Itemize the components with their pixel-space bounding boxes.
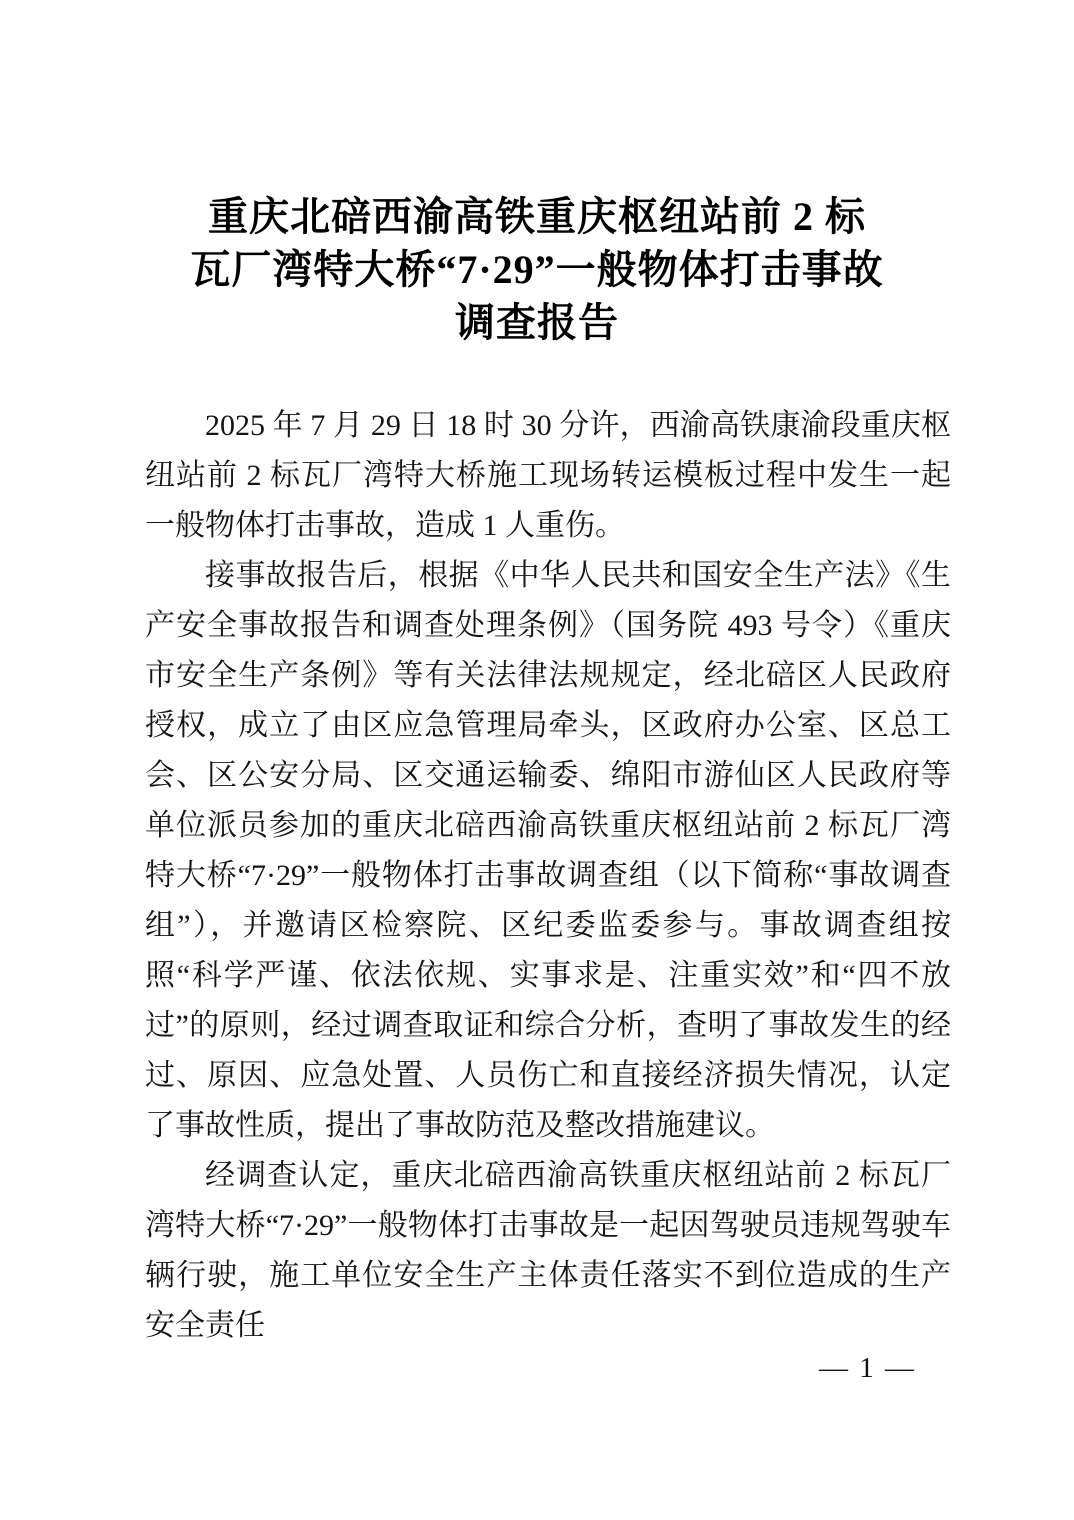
title-line-2: 瓦厂湾特大桥“7·29”一般物体打击事故 (190, 247, 884, 292)
title-line-1: 重庆北碚西渝高铁重庆枢纽站前 2 标 (208, 194, 866, 239)
page-number: — 1 — (819, 1352, 916, 1384)
document-body (145, 401, 951, 1351)
paragraph-investigation-setup: 接事故报告后，根据《中华人民共和国安全生产法》《生产安全事故报告和调查处理条例》（国务院 493 号令）《重庆市安全生产条例》等有关法律法规规定，经北碚区人民政府授权，成立了由区应急管理局牵头，区政府办公室、区总工会、区公安分局、区交通运输委、绵阳市游仙区人民政府等单位派员参加的重庆北碚西渝高铁重庆枢纽站前 2 标瓦厂湾特大桥“7·29”一般物体打击事故调查组（以下简称“事故调查组”），并邀请区检察院、区纪委监委参与。事故调查组按照“科学严谨、依法依规、实事求是、注重实效”和“四不放过”的原则，经过调查取证和综合分析，查明了事故发生的经过、原因、应急处置、人员伤亡和直接经济损失情况，认定了事故性质，提出了事故防范及整改措施建议。 (145, 559, 951, 1142)
document-title (0, 190, 1074, 349)
paragraph-findings: 经调查认定，重庆北碚西渝高铁重庆枢纽站前 2 标瓦厂湾特大桥“7·29”一般物体打击事故是一起因驾驶员违规驾驶车辆行驶，施工单位安全生产主体责任落实不到位造成的生产安全责任 (145, 1159, 951, 1342)
title-line-3: 调查报告 (455, 300, 619, 345)
paragraph-accident-summary: 2025 年 7 月 29 日 18 时 30 分许，西渝高铁康渝段重庆枢纽站前 2 标瓦厂湾特大桥施工现场转运模板过程中发生一起一般物体打击事故，造成 1 人重伤。 (145, 409, 951, 542)
